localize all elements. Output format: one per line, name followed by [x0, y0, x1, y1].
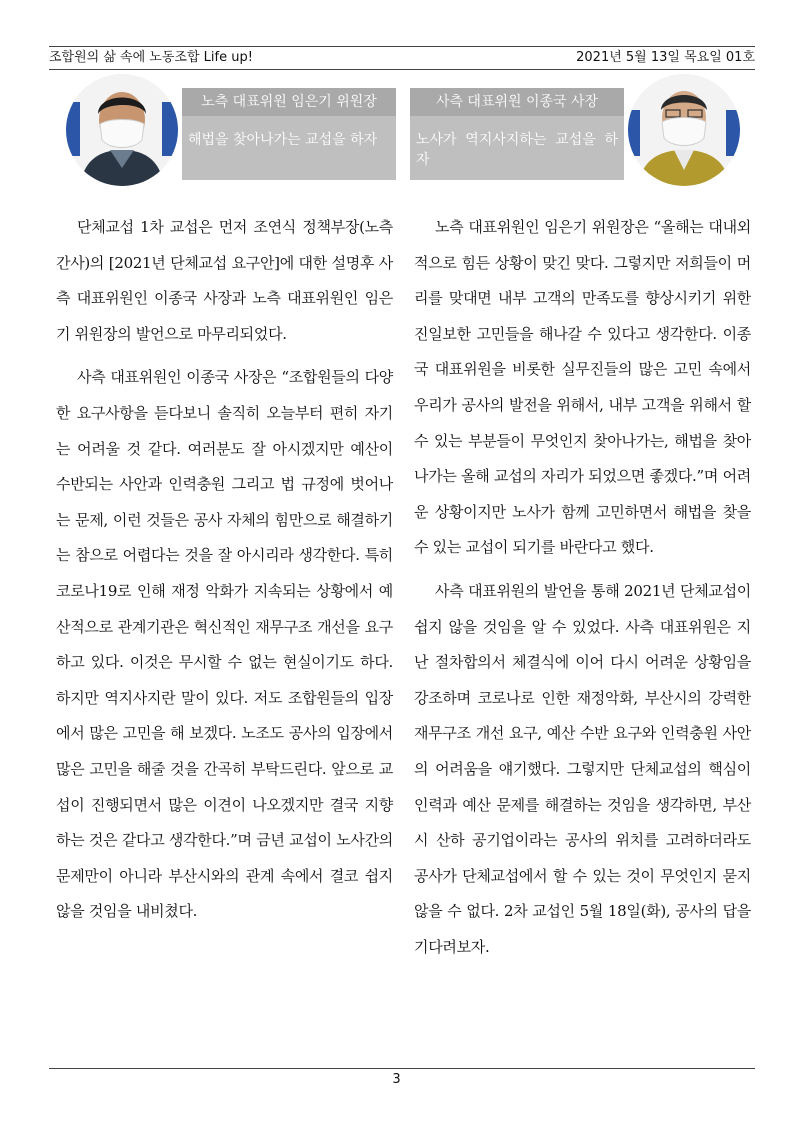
issue-date: 2021년 5월 13일 목요일 01호: [576, 50, 755, 65]
article-column-left: [56, 210, 393, 938]
article-paragraph: 단체교섭 1차 교섭은 먼저 조연식 정책부장(노측 간사)의 [2021년 단체교섭 요구안]에 대한 설명후 사측 대표위원인 이종국 사장과 노측 대표위원인 임은기 위원장의 발언으로 마무리되었다.: [56, 218, 393, 343]
labor-representative-caption: [182, 88, 396, 180]
article-column-right: [414, 210, 751, 973]
article-paragraph: 노측 대표위원인 임은기 위원장은 “올해는 대내외적으로 힘든 상황이 맞긴 맞다. 그렇지만 저희들이 머리를 맞대면 내부 고객의 만족도를 향상시키기 위한 진일보한 고민들을 해나갈 수 있다고 생각한다. 이종국 대표위원을 비롯한 실무진들의 많은 고민 속에서 우리가 공사의 발전을 위해서, 내부 고객을 위해서 할 수 있는 부분들이 무엇인지 찾아나가는, 해법을 찾아나가는 올해 교섭의 자리가 되었으면 좋겠다.”며 어려운 상황이지만 노사가 함께 고민하면서 해법을 찾을 수 있는 교섭이 되기를 바란다고 했다.: [414, 218, 751, 557]
article-paragraph: 사측 대표위원의 발언을 통해 2021년 단체교섭이 쉽지 않을 것임을 알 수 있었다. 사측 대표위원은 지난 절차합의서 체결식에 이어 다시 어려운 상황임을 강조하며 코로나로 인한 재정악화, 부산시의 강력한 재무구조 개선 요구, 예산 수반 요구와 인력충원 사안의 어려움을 얘기했다. 그렇지만 단체교섭의 핵심이 인력과 예산 문제를 해결하는 것임을 생각하면, 부산시 산하 공기업이라는 공사의 위치를 고려하더라도 공사가 단체교섭에서 할 수 있는 것이 무엇인지 묻지 않을 수 없다. 2차 교섭인 5월 18일(화), 공사의 답을 기다려보자.: [414, 581, 751, 956]
page-number: 3: [392, 1072, 401, 1087]
article-paragraph: 사측 대표위원인 이종국 사장은 “조합원들의 다양한 요구사항을 듣다보니 솔직히 오늘부터 편히 자기는 어려울 것 같다. 여러분도 잘 아시겠지만 예산이 수반되는 사안과 인력충원 그리고 법 규정에 벗어나는 문제, 이런 것들은 공사 자체의 힘만으로 해결하기는 참으로 어렵다는 것을 잘 아시리라 생각한다. 특히 코로나19로 인해 재정 악화가 지속되는 상황에서 예산적으로 관계기관은 혁신적인 재무구조 개선을 요구하고 있다. 이것은 무시할 수 없는 현실이기도 하다. 하지만 역지사지란 말이 있다. 저도 조합원들의 입장에서 많은 고민을 해 보겠다. 노조도 공사의 입장에서 많은 고민을 해줄 것을 간곡히 부탁드린다. 앞으로 교섭이 진행되면서 많은 이견이 나오겠지만 결국 지향하는 것은 같다고 생각한다.”며 금년 교섭이 노사간의 문제만이 아니라 부산시와의 관계 속에서 결코 쉽지 않을 것임을 내비쳤다.: [56, 368, 393, 921]
management-representative-photo: [628, 74, 740, 186]
caption-subtitle: 해법을 찾아나가는 교섭을 하자: [188, 132, 378, 148]
caption-title: 사측 대표위원 이종국 사장: [410, 88, 624, 116]
page-header: [49, 46, 755, 70]
caption-title: 노측 대표위원 임은기 위원장: [182, 88, 396, 116]
footer-divider: [49, 1068, 755, 1069]
caption-subtitle: 노사가 역지사지하는 교섭을 하자: [416, 132, 618, 168]
newsletter-slogan: 조합원의 삶 속에 노동조합 Life up!: [49, 50, 253, 65]
management-representative-caption: [410, 88, 624, 180]
labor-representative-photo: [66, 74, 178, 186]
